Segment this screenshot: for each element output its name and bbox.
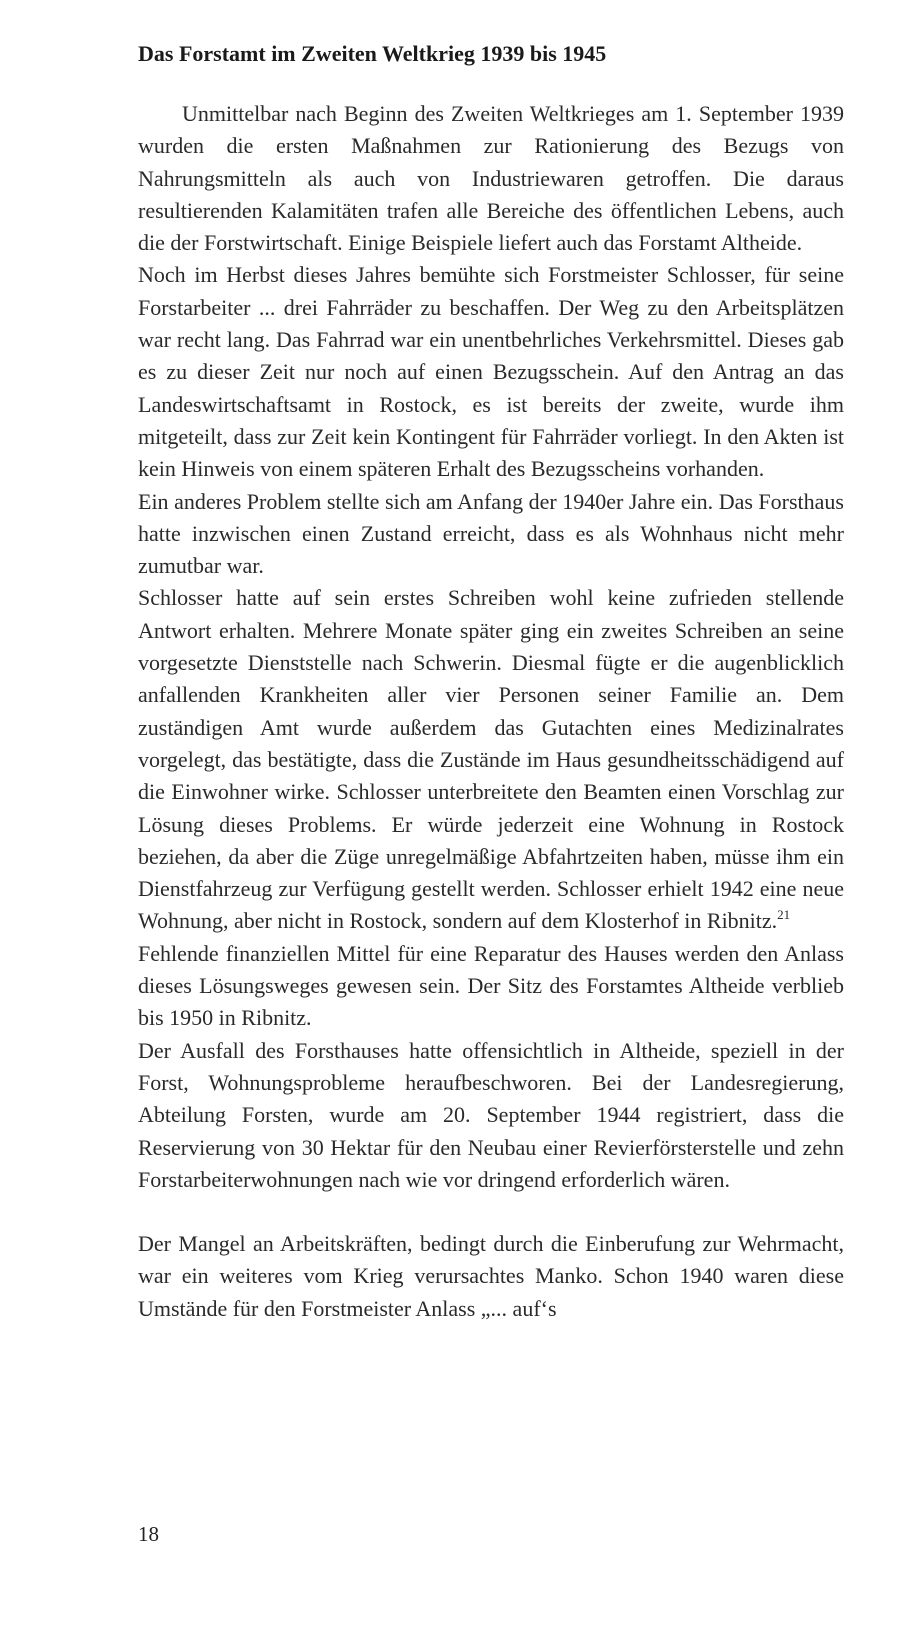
body-text	[138, 98, 844, 1325]
paragraph-4-text: Schlosser hatte auf sein erstes Schreiben wohl keine zufrieden stellende Antwort erhalten. Mehrere Monate später ging ein zweites Schreiben an seine vorgesetzte Dienststelle nach Schwerin. Diesmal fügte er die augenblicklich anfallenden Krankheiten aller vier Personen seiner Familie an. Dem zuständigen Amt wurde außerdem das Gutachten eines Medizinalrates vorgelegt, das bestätigte, dass die Zustände im Haus gesundheitsschädigend auf die Einwohner wirke. Schlosser unterbreitete den Beamten einen Vorschlag zur Lösung dieses Problems. Er würde jederzeit eine Wohnung in Rostock beziehen, da aber die Züge unregelmäßige Abfahrtzeiten haben, müsse ihm ein Dienstfahrzeug zur Verfügung gestellt werden. Schlosser erhielt 1942 eine neue Wohnung, aber nicht in Rostock, sondern auf dem Klosterhof in Ribnitz.	[138, 585, 844, 934]
paragraph-5: Fehlende finanziellen Mittel für eine Reparatur des Hauses werden den Anlass dieses Lösungsweges gewesen sein. Der Sitz des Forstamtes Altheide verblieb bis 1950 in Ribnitz.	[138, 940, 844, 1031]
paragraph-4	[138, 582, 844, 937]
section-heading: Das Forstamt im Zweiten Weltkrieg 1939 bis 1945	[138, 41, 607, 66]
paragraph-3: Ein anderes Problem stellte sich am Anfang der 1940er Jahre ein. Das Forsthaus hatte inzwischen einen Zustand erreicht, dass es als Wohnhaus nicht mehr zumutbar war.	[138, 488, 844, 579]
paragraph-1: Unmittelbar nach Beginn des Zweiten Weltkrieges am 1. September 1939 wurden die ersten Maßnahmen zur Rationierung des Bezugs von Nahrungsmitteln als auch von Industriewaren getroffen. Die daraus resultierenden Kalamitäten trafen alle Bereiche des öffentlichen Lebens, auch die der Forstwirtschaft. Einige Beispiele liefert auch das Forstamt Altheide.	[138, 101, 844, 256]
page-number: 18	[138, 1522, 159, 1546]
page-content	[138, 38, 844, 1325]
paragraph-6: Der Ausfall des Forsthauses hatte offensichtlich in Altheide, speziell in der Forst, Wohnungsprobleme heraufbeschworen. Bei der Landesregierung, Abteilung Forsten, wurde am 20. September 1944 registriert, dass die Reservierung von 30 Hektar für den Neubau einer Revierförsterstelle und zehn Forstarbeiterwohnungen nach wie vor dringend erforderlich wären.	[138, 1037, 844, 1192]
paragraph-7: Der Mangel an Arbeitskräften, bedingt durch die Einberufung zur Wehrmacht, war ein weiteres vom Krieg verursachtes Manko. Schon 1940 waren diese Umstände für den Forstmeister Anlass „... auf‘s	[138, 1231, 844, 1321]
paragraph-2: Noch im Herbst dieses Jahres bemühte sich Forstmeister Schlosser, für seine Forstarbeiter ... drei Fahrräder zu beschaffen. Der Weg zu den Arbeitsplätzen war recht lang. Das Fahrrad war ein unentbehrliches Verkehrsmittel. Dieses gab es zu dieser Zeit nur noch auf einen Bezugsschein. Auf den Antrag an das Landeswirtschaftsamt in Rostock, es ist bereits der zweite, wurde ihm mitgeteilt, dass zur Zeit kein Kontingent für Fahrräder vorliegt. In den Akten ist kein Hinweis von einem späteren Erhalt des Bezugsscheins vorhanden.	[138, 262, 844, 482]
footnote-reference: 21	[777, 907, 791, 923]
